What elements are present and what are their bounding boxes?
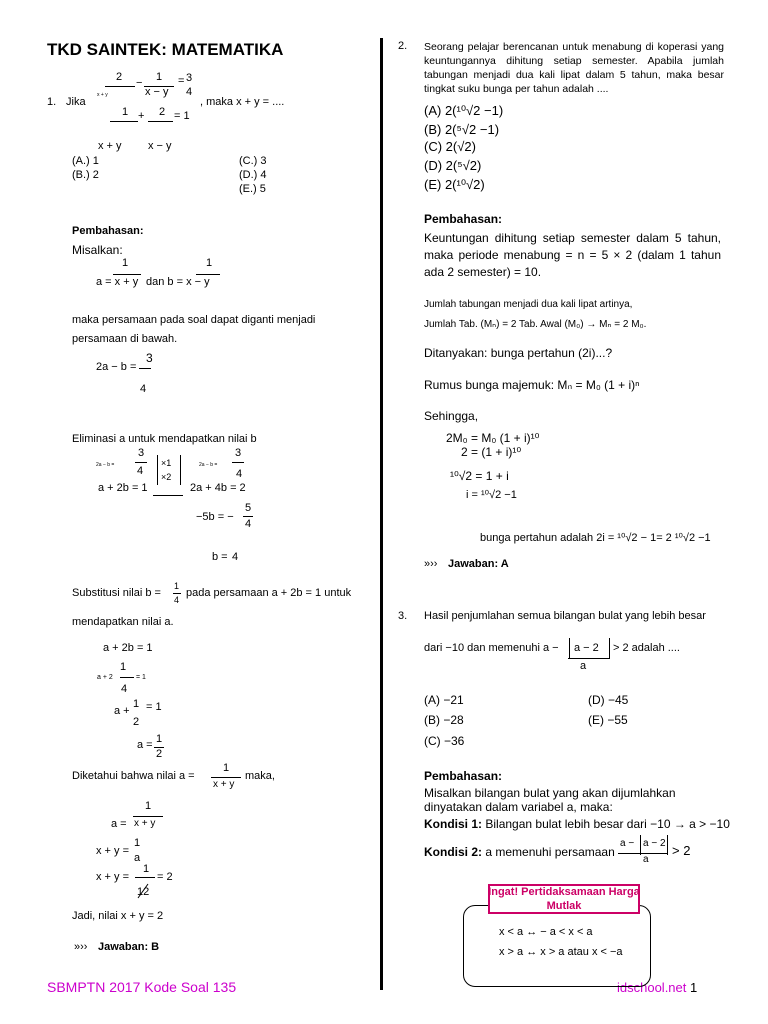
q1-s2-d: 4 (121, 683, 128, 695)
q1-frac-bar (120, 677, 134, 678)
q1-tiny-xy: x + y (97, 92, 108, 98)
q1-s4: a = (137, 739, 153, 751)
footer-site-link[interactable]: idschool.net (617, 980, 687, 995)
q3-text-2a: dari −10 dan memenuhi a − (424, 642, 559, 654)
q2-number: 2. (398, 40, 408, 52)
q1-jika: Jika (66, 96, 86, 108)
q1-f3-d: 12 (137, 886, 150, 898)
q3-abs-bar-right (609, 638, 610, 658)
q3-option-b: (B) −28 (424, 713, 464, 727)
q1-elim-3b: 3 (235, 447, 242, 459)
q1-eq-a: 2a − b = (96, 361, 137, 373)
q3-kondisi-1-text: Bilangan bulat lebih besar dari −10 → a > −10 (485, 817, 730, 831)
q1-subst-d: 4 (174, 595, 180, 605)
q1-elim-bracket-left (157, 455, 158, 485)
q3-kondisi-2 (424, 845, 615, 859)
q1-def-b: dan b = x − y (146, 276, 210, 288)
q1-plus: + (138, 110, 145, 122)
q3-k2-den: a (643, 854, 649, 865)
q3-k2-expr-a: a − (620, 838, 635, 849)
q1-elim-tiny-2: 2a − b = (199, 462, 218, 468)
q1-frac-bar (105, 86, 135, 87)
q3-number: 3. (398, 610, 408, 622)
q3-option-a: (A) −21 (424, 693, 464, 707)
q3-option-d: (D) −45 (588, 693, 629, 707)
q1-frac-bar (139, 368, 151, 369)
q1-elim-4b: 4 (236, 468, 243, 480)
q1-s1: a + 2b = 1 (103, 642, 153, 654)
q3-kondisi-1 (424, 817, 730, 831)
q1-frac-bar (135, 462, 147, 463)
q1-diket-rest: maka, (245, 770, 275, 782)
q1-elim-5b: −5b = − (196, 511, 234, 523)
q1-def-a: a = x + y (96, 276, 139, 288)
q1-den-xy: x − y (145, 86, 169, 98)
q2-bunga: bunga pertahun adalah 2i = ¹⁰√2 − 1= 2 ¹⁰√2 −1 (480, 532, 711, 544)
q1-s2-n: 1 (120, 661, 127, 673)
q2-pembahasan-heading: Pembahasan: (424, 212, 503, 226)
q1-frac-bar (196, 274, 220, 275)
q1-elim-4c: 4 (245, 518, 252, 530)
q2-sehingga: Sehingga, (424, 409, 479, 423)
q1-minus: − (136, 77, 143, 89)
q1-elim-3a: 3 (138, 447, 145, 459)
ingat-rule-1: x < a ↔ − a < x < a (499, 926, 593, 938)
q3-text-1: Hasil penjumlahan semua bilangan bulat yang lebih besar (424, 610, 706, 622)
q2-answer-arrows: »›› (424, 558, 438, 570)
q2-eq-4: i = ¹⁰√2 −1 (466, 489, 517, 501)
q2-option-e: (E) 2(¹⁰√2) (424, 177, 485, 192)
q1-f3-n: 1 (143, 863, 150, 875)
q1-jadi: Jadi, nilai x + y = 2 (72, 910, 164, 922)
q2-option-c: (C) 2(√2) (424, 139, 476, 154)
q3-kondisi-2-label: Kondisi 2: (424, 845, 483, 859)
footer-exam-code: SBMPTN 2017 Kode Soal 135 (47, 979, 237, 995)
q1-b-eq: b = (212, 551, 228, 563)
q1-option-a: (A.) 1 (72, 155, 99, 167)
q1-frac-bar (110, 121, 138, 122)
q1-f2-d: a (134, 852, 141, 864)
q1-subst: Substitusi nilai b = (72, 587, 161, 599)
q1-elim-x2: ×2 (161, 472, 172, 482)
q3-text-2-den: a (580, 660, 587, 672)
ingat-title: Ingat! Pertidaksamaan Harga Mutlak (488, 886, 640, 912)
q1-b-val: 4 (232, 551, 239, 563)
q1-number: 1. (47, 96, 57, 108)
q1-row2-2: 2 (159, 106, 166, 118)
q1-s2-right: = 1 (136, 674, 146, 681)
q1-f1-left: a = (111, 818, 127, 830)
q1-elim-subtract-bar (153, 495, 183, 496)
q1-diket-n: 1 (223, 762, 230, 774)
q1-eq-a-den: 4 (140, 383, 147, 395)
q1-eq1: = 1 (174, 110, 190, 122)
q1-s4-n: 1 (156, 733, 163, 745)
q1-elim-row2a: a + 2b = 1 (98, 482, 148, 494)
q1-frac-bar (211, 777, 241, 778)
q1-4: 4 (186, 86, 193, 98)
q1-s2-left: a + 2 (97, 674, 113, 681)
q1-num-1a: 1 (156, 71, 163, 83)
q2-rumus: Rumus bunga majemuk: Mₙ = M₀ (1 + i)ⁿ (424, 378, 640, 392)
q3-k2-abs-right (667, 835, 668, 855)
q2-option-b: (B) 2(⁵√2 −1) (424, 122, 500, 137)
q2-option-a: (A) 2(¹⁰√2 −1) (424, 103, 504, 118)
q1-subst-rest: pada persamaan a + 2b = 1 untuk (186, 587, 352, 599)
q1-f2-n: 1 (134, 837, 141, 849)
q1-frac-bar (133, 816, 163, 817)
q1-den1: x + y (98, 140, 122, 152)
q1-elim-x1: ×1 (161, 458, 172, 468)
q3-k2-abs: a − 2 (643, 838, 666, 849)
q1-f3-right: = 2 (157, 871, 173, 883)
q1-elim-4a: 4 (137, 465, 144, 477)
q1-frac-bar (243, 516, 253, 517)
q2-option-d: (D) 2(⁵√2) (424, 158, 482, 173)
q2-pembahasan-text: Keuntungan dihitung setiap semester dalam 5 tahun, maka periode menabung = n = 5 × 2 (dalam 1 tahun ada 2 semester) = 10. (424, 231, 721, 279)
q3-kondisi-1-label: Kondisi 1: (424, 817, 483, 831)
q3-k2-gt: > 2 (672, 843, 691, 858)
q1-def-one-b: 1 (206, 257, 213, 269)
q1-eq: = (178, 75, 185, 87)
q1-maka-text-2: persamaan di bawah. (72, 333, 178, 345)
q1-maka-text-1: maka persamaan pada soal dapat diganti menjadi (72, 314, 316, 326)
q1-row2-1: 1 (122, 106, 129, 118)
q1-s3-d: 2 (133, 716, 140, 728)
q1-diket-d: x + y (213, 779, 235, 790)
page-title: TKD SAINTEK: MATEMATIKA (47, 40, 284, 59)
q1-frac-bar (232, 462, 244, 463)
q1-s3-left: a + (114, 705, 130, 717)
q3-pembahasan-text: Misalkan bilangan bulat yang akan dijumlahkan dinyatakan dalam variabel a, maka: (424, 786, 676, 814)
q1-s3-right: = 1 (146, 701, 162, 713)
q2-ditanya: Ditanyakan: bunga pertahun (2i)...? (424, 346, 613, 360)
q1-cancel-strike (136, 882, 150, 900)
q2-eq-3: ¹⁰√2 = 1 + i (450, 469, 509, 483)
q2-eq-2: 2 = (1 + i)¹⁰ (461, 445, 522, 459)
q1-eliminasi: Eliminasi a untuk mendapatkan nilai b (72, 433, 257, 445)
q2-answer: Jawaban: A (448, 558, 509, 570)
q1-pembahasan-heading: Pembahasan: (72, 225, 144, 237)
q1-f1-n: 1 (145, 800, 152, 812)
q1-frac-bar (173, 593, 181, 594)
q1-den2: x − y (148, 140, 172, 152)
q2-jumlah-2: Jumlah Tab. (Mₙ) = 2 Tab. Awal (M₀) → Mₙ = 2 M₀. (424, 319, 647, 330)
q3-abs-bar-left (569, 638, 570, 658)
q2-eq-1: 2M₀ = M₀ (1 + i)¹⁰ (446, 431, 540, 445)
q1-answer-arrows: »›› (74, 941, 88, 953)
q1-maka: , maka x + y = .... (200, 96, 285, 108)
q1-option-c: (C.) 3 (239, 155, 267, 167)
q1-frac-bar (148, 121, 173, 122)
q3-option-e: (E) −55 (588, 713, 628, 727)
q1-s4-d: 2 (156, 748, 163, 760)
q1-diket: Diketahui bahwa nilai a = (72, 770, 195, 782)
q3-k2-abs-left (640, 835, 641, 855)
q1-3: 3 (186, 72, 193, 84)
q3-option-c: (C) −36 (424, 734, 465, 748)
q3-kondisi-2-text: a memenuhi persamaan (485, 845, 615, 859)
q2-question-text: Seorang pelajar berencanan untuk menabung di koperasi yang keuntungannya dihitung setiap semester. Apabila jumlah tabungan menjadi dua kali lipat dalam 5 tahun, maka besar tingkat suku bunga per tahun adalah .... (424, 41, 724, 95)
q1-elim-tiny-1: 2a − b = (96, 462, 115, 468)
q1-mendapat: mendapatkan nilai a. (72, 616, 174, 628)
q1-s3-n: 1 (133, 698, 140, 710)
q1-frac-bar (135, 877, 155, 878)
q1-f2-left: x + y = (96, 845, 130, 857)
q1-f3-left: x + y = (96, 871, 130, 883)
q2-jumlah-1: Jumlah tabungan menjadi dua kali lipat artinya, (424, 299, 633, 310)
q1-option-e: (E.) 5 (239, 183, 266, 195)
q1-answer: Jawaban: B (98, 941, 160, 953)
q1-frac-bar (113, 274, 141, 275)
q1-option-b: (B.) 2 (72, 169, 99, 181)
page-number: 1 (690, 980, 698, 995)
q1-subst-n: 1 (174, 581, 180, 591)
q1-def-one-a: 1 (122, 257, 129, 269)
ingat-rule-2: x > a ↔ x > a atau x < −a (499, 946, 623, 958)
q1-num-2: 2 (116, 71, 123, 83)
q1-eq-a-num: 3 (146, 351, 153, 365)
q1-misalkan: Misalkan: (72, 243, 123, 257)
q1-f1-d: x + y (134, 818, 156, 829)
q1-elim-5: 5 (245, 502, 252, 514)
q1-option-d: (D.) 4 (239, 169, 267, 181)
q3-text-2b: > 2 adalah .... (613, 642, 680, 654)
q1-elim-bracket-right (180, 455, 181, 485)
column-divider (380, 38, 383, 990)
q1-elim-row2b: 2a + 4b = 2 (190, 482, 246, 494)
q3-pembahasan-heading: Pembahasan: (424, 769, 503, 783)
q3-abs-inner: a − 2 (574, 642, 599, 654)
q3-frac-bar (568, 658, 610, 659)
